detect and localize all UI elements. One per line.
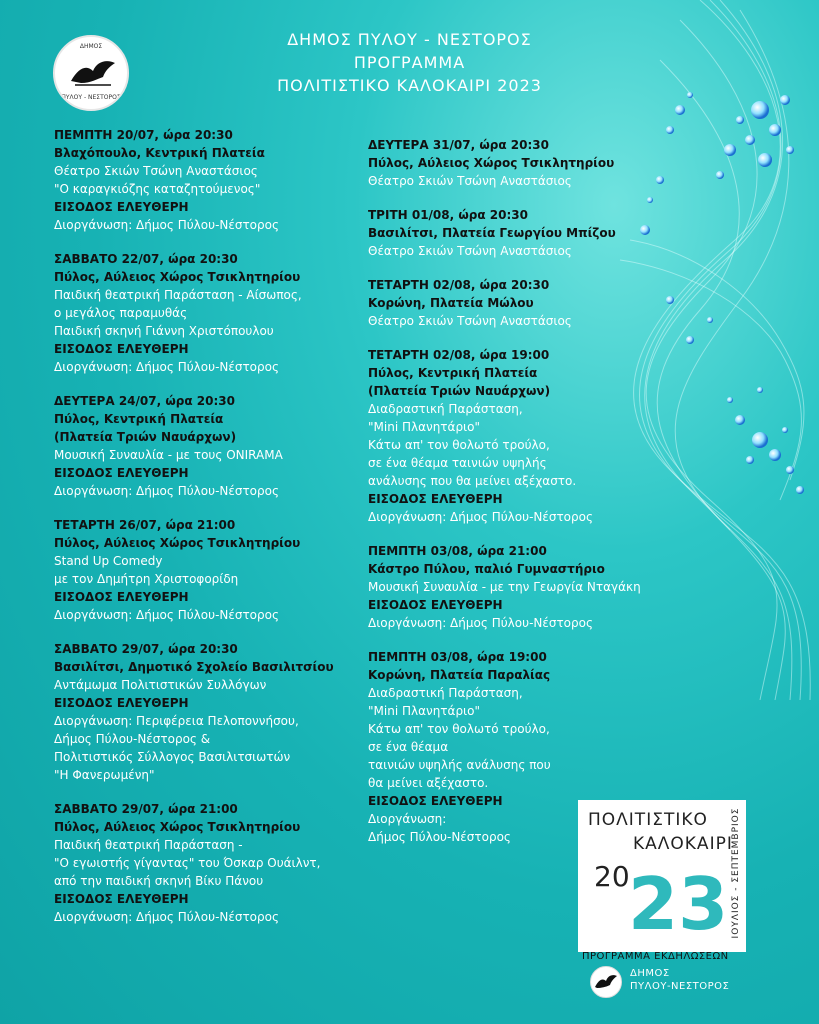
- event-item: [54, 250, 354, 376]
- event-item: [54, 392, 354, 500]
- event-place: Πύλος, Αύλειος Χώρος Τσικλητηρίου: [54, 536, 301, 550]
- event-entry: ΕΙΣΟΔΟΣ ΕΛΕΥΘΕΡΗ: [54, 200, 189, 214]
- small-logo: [590, 966, 622, 998]
- event-date: ΤΡΙΤΗ 01/08, ώρα 20:30: [368, 208, 529, 222]
- event-organizer: Δήμος Πύλου-Νέστορος: [368, 830, 511, 844]
- event-date: ΣΑΒΒΑΤΟ 29/07, ώρα 20:30: [54, 642, 238, 656]
- event-entry: ΕΙΣΟΔΟΣ ΕΛΕΥΘΕΡΗ: [368, 794, 503, 808]
- logo-bottom-text: ΠΥΛΟΥ - ΝΕΣΤΟΡΟΣ: [61, 94, 121, 101]
- event-item: [54, 800, 354, 926]
- event-entry: ΕΙΣΟΔΟΣ ΕΛΕΥΘΕΡΗ: [368, 492, 503, 506]
- event-item: [368, 346, 668, 526]
- header-title: ΠΟΛΙΤΙΣΤΙΚΟ ΚΑΛΟΚΑΙΡΙ 2023: [277, 76, 542, 95]
- event-place: Πύλος, Κεντρική Πλατεία: [54, 412, 224, 426]
- event-place: (Πλατεία Τριών Ναυάρχων): [54, 430, 237, 444]
- event-date: ΤΕΤΑΡΤΗ 02/08, ώρα 19:00: [368, 348, 550, 362]
- event-item: [368, 136, 668, 190]
- event-entry: ΕΙΣΟΔΟΣ ΕΛΕΥΘΕΡΗ: [54, 590, 189, 604]
- small-logo-text: [630, 967, 729, 993]
- event-description: "Ο καραγκιόζης καταζητούμενος": [54, 182, 261, 196]
- summer-badge: [578, 800, 746, 952]
- events-left-column: [54, 126, 354, 942]
- event-description: Θέατρο Σκιών Τσώνη Αναστάσιος: [368, 244, 572, 258]
- event-entry: ΕΙΣΟΔΟΣ ΕΛΕΥΘΕΡΗ: [54, 892, 189, 906]
- small-logo-text-1: ΔΗΜΟΣ: [630, 968, 670, 979]
- event-place: Κορώνη, Πλατεία Μώλου: [368, 296, 534, 310]
- event-date: ΔΕΥΤΕΡΑ 31/07, ώρα 20:30: [368, 138, 549, 152]
- event-description: Μουσική Συναυλία - με την Γεωργία Νταγάκη: [368, 580, 641, 594]
- event-description: με τον Δημήτρη Χριστοφορίδη: [54, 572, 239, 586]
- event-place: Πύλος, Κεντρική Πλατεία: [368, 366, 538, 380]
- event-organizer: Δήμος Πύλου-Νέστορος &: [54, 732, 211, 746]
- event-place: Βασιλίτσι, Δημοτικό Σχολείο Βασιλιτσίου: [54, 660, 334, 674]
- event-organizer: Διοργάνωση: Δήμος Πύλου-Νέστορος: [54, 608, 280, 622]
- event-date: ΣΑΒΒΑΤΟ 29/07, ώρα 21:00: [54, 802, 238, 816]
- logo-top-text: ΔΗΜΟΣ: [79, 43, 103, 50]
- event-description: Διαδραστική Παράσταση,: [368, 402, 523, 416]
- event-organizer: Διοργάνωση: Δήμος Πύλου-Νέστορος: [54, 218, 280, 232]
- event-place: Πύλος, Αύλειος Χώρος Τσικλητηρίου: [54, 820, 301, 834]
- event-description: Κάτω απ' τον θολωτό τρούλο,: [368, 722, 550, 736]
- event-description: Θέατρο Σκιών Τσώνη Αναστάσιος: [368, 174, 572, 188]
- badge-side: [726, 804, 742, 948]
- event-place: (Πλατεία Τριών Ναυάρχων): [368, 384, 551, 398]
- event-item: [54, 516, 354, 624]
- badge-line2: ΚΑΛΟΚΑΙΡΙ: [633, 834, 733, 854]
- event-item: [368, 276, 668, 330]
- event-description: Αντάμωμα Πολιτιστικών Συλλόγων: [54, 678, 267, 692]
- event-date: ΤΕΤΑΡΤΗ 26/07, ώρα 21:00: [54, 518, 236, 532]
- event-place: Βλαχόπουλο, Κεντρική Πλατεία: [54, 146, 265, 160]
- event-description: Διαδραστική Παράσταση,: [368, 686, 523, 700]
- page-header: [0, 28, 819, 97]
- event-description: Κάτω απ' τον θολωτό τρούλο,: [368, 438, 550, 452]
- event-organizer: Διοργάνωση: Δήμος Πύλου-Νέστορος: [54, 910, 280, 924]
- event-item: [54, 640, 354, 784]
- event-entry: ΕΙΣΟΔΟΣ ΕΛΕΥΘΕΡΗ: [54, 342, 189, 356]
- event-date: ΠΕΜΠΤΗ 03/08, ώρα 21:00: [368, 544, 547, 558]
- event-entry: ΕΙΣΟΔΟΣ ΕΛΕΥΘΕΡΗ: [54, 466, 189, 480]
- event-description: σε ένα θέαμα: [368, 740, 449, 754]
- event-place: Πύλος, Αύλειος Χώρος Τσικλητηρίου: [368, 156, 615, 170]
- event-organizer: Διοργάνωση: Δήμος Πύλου-Νέστορος: [368, 616, 594, 630]
- program-label: ΠΡΟΓΡΑΜΜΑ ΕΚΔΗΛΩΣΕΩΝ: [582, 951, 729, 962]
- event-item: [368, 206, 668, 260]
- header-municipality: ΔΗΜΟΣ ΠΥΛΟΥ - ΝΕΣΤΟΡΟΣ: [287, 30, 532, 49]
- event-entry: ΕΙΣΟΔΟΣ ΕΛΕΥΘΕΡΗ: [54, 696, 189, 710]
- event-place: Κάστρο Πύλου, παλιό Γυμναστήριο: [368, 562, 605, 576]
- event-organizer: Διοργάνωση: Περιφέρεια Πελοποννήσου,: [54, 714, 299, 728]
- event-date: ΠΕΜΠΤΗ 03/08, ώρα 19:00: [368, 650, 547, 664]
- event-description: ταινιών υψηλής ανάλυσης που: [368, 758, 551, 772]
- event-description: Μουσική Συναυλία - με τους ONIRAMA: [54, 448, 283, 462]
- event-description: "Mini Πλανητάριο": [368, 420, 480, 434]
- header-program: ΠΡΟΓΡΑΜΜΑ: [353, 53, 466, 72]
- griffin-small-icon: [591, 967, 621, 997]
- event-description: Παιδική σκηνή Γιάννη Χριστόπουλου: [54, 324, 274, 338]
- event-organizer: Διοργάνωση:: [368, 812, 447, 826]
- event-place: Κορώνη, Πλατεία Παραλίας: [368, 668, 551, 682]
- event-description: Παιδική θεατρική Παράσταση -: [54, 838, 243, 852]
- event-item: [54, 126, 354, 234]
- event-place: Βασιλίτσι, Πλατεία Γεωργίου Μπίζου: [368, 226, 616, 240]
- event-date: ΔΕΥΤΕΡΑ 24/07, ώρα 20:30: [54, 394, 235, 408]
- event-description: ανάλυσης που θα μείνει αξέχαστο.: [368, 474, 577, 488]
- event-organizer: Διοργάνωση: Δήμος Πύλου-Νέστορος: [54, 360, 280, 374]
- event-description: θα μείνει αξέχαστο.: [368, 776, 489, 790]
- event-description: Θέατρο Σκιών Τσώνη Αναστάσιος: [368, 314, 572, 328]
- event-organizer: "Η Φανερωμένη": [54, 768, 155, 782]
- event-date: ΤΕΤΑΡΤΗ 02/08, ώρα 20:30: [368, 278, 550, 292]
- event-description: "Ο εγωιστής γίγαντας" του Όσκαρ Ουάιλντ,: [54, 856, 321, 870]
- event-description: σε ένα θέαμα ταινιών υψηλής: [368, 456, 547, 470]
- small-logo-text-2: ΠΥΛΟΥ-ΝΕΣΤΟΡΟΣ: [630, 981, 730, 992]
- event-entry: ΕΙΣΟΔΟΣ ΕΛΕΥΘΕΡΗ: [368, 598, 503, 612]
- event-description: από την παιδική σκηνή Βίκυ Πάνου: [54, 874, 264, 888]
- event-description: Stand Up Comedy: [54, 554, 163, 568]
- event-item: [368, 542, 668, 632]
- event-organizer: Διοργάνωση: Δήμος Πύλου-Νέστορος: [368, 510, 594, 524]
- event-date: ΣΑΒΒΑΤΟ 22/07, ώρα 20:30: [54, 252, 238, 266]
- events-right-column: [368, 136, 668, 862]
- event-description: Θέατρο Σκιών Τσώνη Αναστάσιος: [54, 164, 258, 178]
- badge-year-a: 20: [594, 860, 630, 893]
- event-description: ο μεγάλος παραμυθάς: [54, 306, 188, 320]
- badge-line1: ΠΟΛΙΤΙΣΤΙΚΟ: [588, 810, 708, 830]
- event-organizer: Πολιτιστικός Σύλλογος Βασιλιτσιωτών: [54, 750, 291, 764]
- event-description: Παιδική θεατρική Παράσταση - Αίσωπος,: [54, 288, 302, 302]
- event-organizer: Διοργάνωση: Δήμος Πύλου-Νέστορος: [54, 484, 280, 498]
- event-description: "Mini Πλανητάριο": [368, 704, 480, 718]
- event-place: Πύλος, Αύλειος Χώρος Τσικλητηρίου: [54, 270, 301, 284]
- event-date: ΠΕΜΠΤΗ 20/07, ώρα 20:30: [54, 128, 233, 142]
- badge-year-b: 23: [628, 862, 729, 946]
- badge-side-text: ΙΟΥΛΙΟΣ - ΣΕΠΤΕΜΒΡΙΟΣ: [731, 807, 741, 939]
